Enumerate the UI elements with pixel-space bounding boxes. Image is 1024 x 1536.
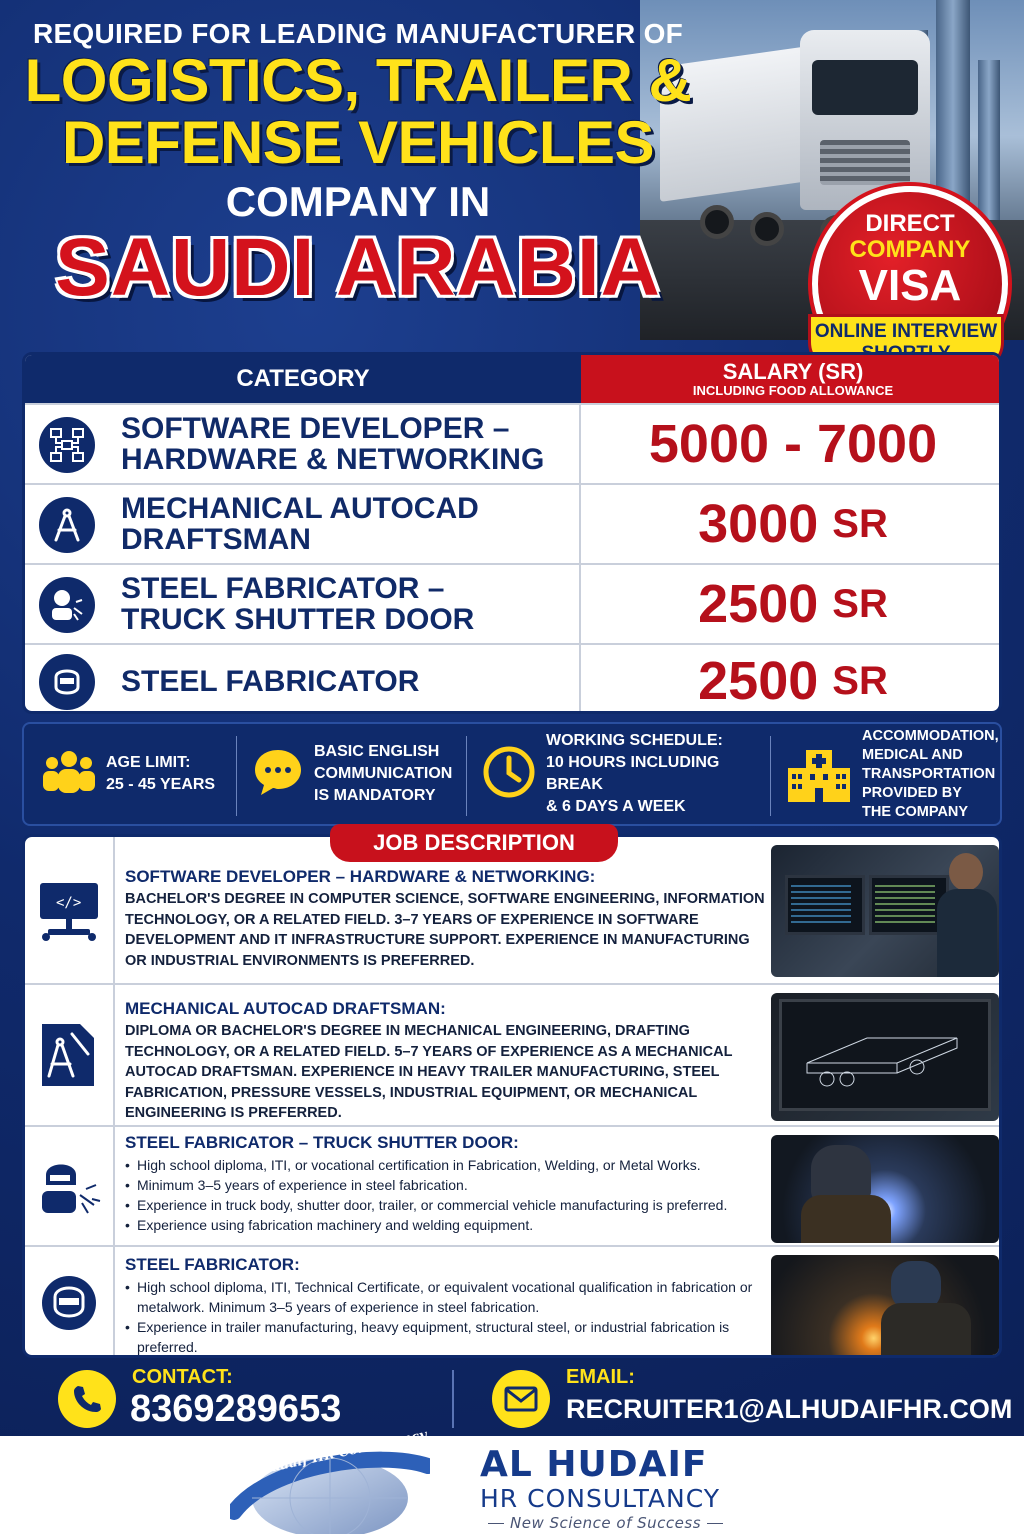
hospital-icon	[786, 742, 852, 806]
developer-photo	[771, 845, 999, 977]
salary-unit: SR	[832, 581, 888, 626]
job-bullet: • Experience in trailer manufacturing, heavy equipment, structural steel, or industrial fabrication is preferred.	[125, 1317, 765, 1357]
schedule-text: WORKING SCHEDULE: 10 HOURS INCLUDING BREAK & 6 DAYS A WEEK	[546, 732, 723, 815]
welding-mask-icon	[25, 1247, 115, 1358]
job-body: BACHELOR'S DEGREE IN COMPUTER SCIENCE, SOFTWARE ENGINEERING, INFORMATION TECHNOLOGY, OR A RELATED FIELD. 3–7 YEARS OF EXPERIENCE IN SOFTWARE DEVELOPMENT AND IT INFRASTRUCTURE SUPPORT. EXPERIENCE IN MANUFACTURING OR INDUSTRIAL ENVIRONMENTS IS PREFERRED.	[125, 891, 765, 969]
salary-unit: SR	[832, 501, 888, 546]
job-description-panel	[22, 834, 1002, 1358]
job-title: STEEL FABRICATOR:	[125, 1255, 300, 1274]
contact-bar	[0, 1362, 1024, 1434]
schedule-item	[482, 724, 772, 824]
network-icon	[39, 417, 95, 473]
salary-value: 2500	[698, 651, 819, 711]
logo-arc-text: AL Hudaif HR Consultancy	[234, 1427, 429, 1483]
compass-icon	[39, 497, 95, 553]
age-limit-item	[42, 724, 238, 824]
job-description-heading: JOB DESCRIPTION	[330, 824, 618, 862]
people-icon	[42, 749, 96, 799]
welding-mask-icon	[39, 654, 95, 710]
header-country: SAUDI ARABIA	[55, 222, 661, 313]
job-bullets	[125, 1277, 765, 1357]
job-description-item	[25, 1247, 999, 1358]
email-icon	[492, 1370, 550, 1428]
job-title: SOFTWARE DEVELOPER – HARDWARE & NETWORKING:	[125, 867, 596, 886]
drafting-icon	[25, 985, 115, 1125]
benefits-text: ACCOMMODATION, MEDICAL AND TRANSPORTATION PROVIDED BY THE COMPANY	[862, 727, 999, 820]
table-row	[25, 643, 1002, 714]
phone-label: CONTACT:	[132, 1366, 233, 1388]
chat-bubble-icon	[252, 747, 304, 801]
salary-value: 3000	[698, 494, 819, 554]
job-bullet: • Experience using fabrication machinery and welding equipment.	[125, 1215, 765, 1235]
welder-photo	[771, 1135, 999, 1243]
job-title: MECHANICAL AUTOCAD DRAFTSMAN:	[125, 999, 446, 1018]
job-bullet: • Experience in truck body, shutter door, trailer, or commercial vehicle manufacturing is preferred.	[125, 1195, 765, 1215]
salary-value: 2500	[698, 574, 819, 634]
table-header-salary	[581, 355, 1002, 403]
job-bullet: • High school diploma, ITI, or vocational certification in Fabrication, Welding, or Metal Works.	[125, 1155, 765, 1175]
salary-table	[22, 352, 1002, 714]
phone-number[interactable]: 8369289653	[130, 1388, 342, 1430]
visa-badge-line3: VISA	[858, 261, 962, 310]
category-label: MECHANICAL AUTOCAD DRAFTSMAN	[121, 492, 479, 556]
email-label: EMAIL:	[566, 1366, 635, 1388]
header-title-line2: DEFENSE VEHICLES	[61, 109, 655, 176]
job-description-item	[25, 985, 999, 1127]
phone-icon	[58, 1370, 116, 1428]
interview-ribbon-line1: ONLINE INTERVIEW	[814, 321, 998, 342]
company-subname: HR CONSULTANCY	[480, 1484, 721, 1513]
salary-value: 5000 - 7000	[648, 414, 938, 474]
requirements-bar	[22, 722, 1002, 826]
english-text: BASIC ENGLISH COMMUNICATION IS MANDATORY	[314, 743, 453, 804]
header-company-line: COMPANY IN	[225, 178, 491, 225]
job-description-item	[25, 1127, 999, 1247]
visa-badge-line2: COMPANY	[849, 236, 971, 263]
header	[18, 14, 698, 313]
table-header-salary-label: SALARY (SR)	[722, 359, 864, 384]
visa-badge-line1: DIRECT	[865, 210, 955, 237]
email-address[interactable]: RECRUITER1@ALHUDAIFHR.COM	[566, 1394, 1013, 1424]
age-limit-text: AGE LIMIT: 25 - 45 YEARS	[106, 754, 216, 793]
welding-icon	[39, 577, 95, 633]
header-subtitle: REQUIRED FOR LEADING MANUFACTURER OF	[32, 18, 684, 49]
job-body: DIPLOMA OR BACHELOR'S DEGREE IN MECHANICAL ENGINEERING, DRAFTING TECHNOLOGY, OR A RELATED FIELD. 5–7 YEARS OF EXPERIENCE AS A MECHANICAL AUTOCAD DRAFTSMAN. EXPERIENCE IN HEAVY TRAILER MANUFACTURING, STEEL FABRICATION, PRESSURE VESSELS, INDUSTRIAL EQUIPMENT, OR MECHANICAL ENGINEERING IS PREFERRED.	[125, 1023, 733, 1121]
clock-icon	[482, 745, 536, 803]
company-name: AL HUDAIF	[480, 1444, 708, 1485]
job-bullets	[125, 1155, 765, 1235]
table-header-salary-note: INCLUDING FOOD ALLOWANCE	[692, 383, 894, 398]
category-label: SOFTWARE DEVELOPER – HARDWARE & NETWORKING	[121, 412, 545, 476]
english-item	[252, 724, 472, 824]
fabricator-photo	[771, 1255, 999, 1358]
category-label: STEEL FABRICATOR	[121, 664, 420, 698]
welder-icon	[25, 1127, 115, 1245]
table-row	[25, 483, 1002, 563]
job-bullet: • Minimum 3–5 years of experience in steel fabrication.	[125, 1175, 765, 1195]
header-title-line1: LOGISTICS, TRAILER &	[24, 47, 692, 114]
job-bullet: • High school diploma, ITI, Technical Certificate, or equivalent vocational qualification in fabrication or metalwork. Minimum 3–5 years of experience in steel fabrication.	[125, 1277, 765, 1317]
cad-monitor-photo	[771, 993, 999, 1121]
svg-text:</>: </>	[56, 895, 82, 911]
table-header-category: CATEGORY	[25, 355, 581, 403]
table-row	[25, 563, 1002, 643]
company-footer	[0, 1427, 1024, 1536]
salary-unit: SR	[832, 658, 888, 703]
company-tagline: New Science of Success	[482, 1514, 729, 1532]
job-title: STEEL FABRICATOR – TRUCK SHUTTER DOOR:	[125, 1133, 519, 1152]
developer-computer-icon	[25, 837, 115, 983]
benefits-item	[786, 724, 1000, 824]
category-label: STEEL FABRICATOR – TRUCK SHUTTER DOOR	[121, 572, 475, 636]
table-row	[25, 403, 1002, 483]
